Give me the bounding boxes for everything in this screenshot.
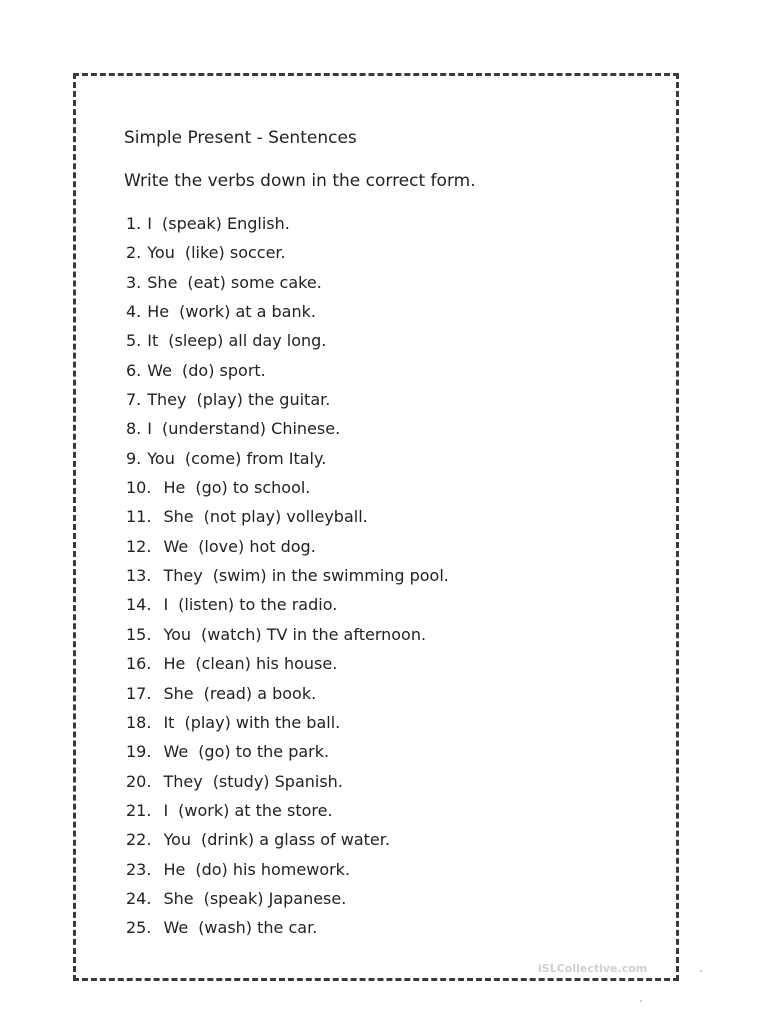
exercise-item — [126, 649, 449, 678]
item-verb: (swim) — [212, 566, 267, 586]
item-subject: They — [147, 390, 187, 410]
exercise-item — [126, 825, 449, 854]
exercise-item — [126, 913, 449, 942]
item-subject: I — [163, 595, 169, 615]
item-verb: (understand) — [161, 419, 267, 439]
item-rest: to school. — [232, 478, 311, 498]
item-number: 19. — [126, 742, 152, 762]
item-subject: You — [147, 448, 175, 468]
item-verb: (wash) — [198, 918, 253, 938]
item-subject: I — [147, 214, 152, 233]
exercise-item — [126, 209, 449, 238]
item-subject: She — [163, 507, 194, 527]
item-number: 12. — [126, 536, 152, 556]
item-number: 22. — [126, 830, 152, 850]
exercise-item — [126, 737, 449, 766]
item-verb: (come) — [184, 448, 242, 468]
item-subject: He — [163, 478, 186, 498]
item-verb: (not play) — [203, 507, 282, 527]
item-rest: a book. — [257, 683, 317, 703]
exercise-item — [126, 268, 449, 297]
exercise-item — [126, 356, 449, 385]
item-verb: (watch) — [201, 624, 262, 644]
item-rest: at a bank. — [235, 302, 316, 322]
item-subject: We — [163, 742, 189, 762]
item-verb: (play) — [196, 390, 243, 410]
item-rest: TV in the afternoon. — [266, 624, 427, 644]
scan-speck — [700, 970, 702, 972]
item-rest: English. — [226, 214, 290, 233]
exercise-item — [126, 444, 449, 473]
item-number: 2. — [126, 243, 142, 263]
item-rest: to the radio. — [239, 595, 338, 615]
item-number: 17. — [126, 683, 152, 703]
exercise-item — [126, 767, 449, 796]
item-number: 21. — [126, 800, 152, 820]
item-subject: I — [163, 800, 169, 820]
exercise-item — [126, 590, 449, 619]
item-subject: She — [147, 272, 178, 292]
item-subject: He — [163, 859, 186, 879]
item-rest: at the store. — [234, 800, 333, 820]
item-rest: with the ball. — [235, 712, 341, 732]
item-number: 11. — [126, 507, 152, 527]
item-number: 14. — [126, 595, 152, 615]
item-rest: a glass of water. — [259, 830, 390, 850]
item-verb: (speak) — [161, 214, 222, 233]
item-subject: He — [147, 302, 170, 322]
item-rest: Japanese. — [268, 888, 347, 908]
item-subject: You — [163, 830, 192, 850]
item-rest: in the swimming pool. — [271, 566, 449, 586]
item-number: 13. — [126, 566, 152, 586]
exercise-item — [126, 297, 449, 326]
item-subject: He — [163, 654, 186, 674]
item-rest: volleyball. — [286, 507, 368, 527]
worksheet-title: Simple Present - Sentences — [124, 128, 357, 148]
exercise-item — [126, 708, 449, 737]
item-number: 5. — [126, 331, 142, 351]
item-verb: (clean) — [195, 654, 251, 674]
exercise-item — [126, 620, 449, 649]
item-subject: She — [163, 683, 194, 703]
item-verb: (go) — [198, 742, 231, 762]
item-rest: the guitar. — [247, 390, 331, 410]
item-number: 9. — [126, 448, 142, 468]
item-number: 4. — [126, 302, 142, 322]
item-rest: his homework. — [232, 859, 351, 879]
item-rest: to the park. — [235, 742, 330, 762]
item-verb: (play) — [184, 712, 231, 732]
item-verb: (love) — [198, 536, 245, 556]
item-subject: We — [163, 536, 189, 556]
item-verb: (like) — [184, 243, 225, 263]
item-subject: I — [147, 419, 152, 439]
item-verb: (work) — [178, 800, 230, 820]
exercise-item — [126, 561, 449, 590]
exercise-item — [126, 326, 449, 355]
item-rest: some cake. — [230, 272, 322, 292]
item-verb: (do) — [182, 360, 215, 380]
item-subject: You — [163, 624, 192, 644]
item-rest: soccer. — [229, 243, 286, 263]
item-number: 16. — [126, 654, 152, 674]
item-number: 18. — [126, 712, 152, 732]
exercise-item — [126, 473, 449, 502]
item-number: 7. — [126, 390, 142, 410]
item-number: 8. — [126, 419, 142, 439]
scan-speck — [640, 1000, 642, 1002]
item-subject: It — [147, 331, 159, 351]
exercise-item — [126, 238, 449, 267]
exercise-list — [126, 209, 449, 943]
item-verb: (sleep) — [168, 331, 224, 351]
item-subject: They — [163, 771, 203, 791]
watermark-logo: iSLCollective.com — [538, 962, 648, 975]
item-number: 23. — [126, 859, 152, 879]
item-verb: (read) — [203, 683, 253, 703]
worksheet-instructions: Write the verbs down in the correct form. — [124, 171, 476, 191]
item-verb: (eat) — [187, 272, 226, 292]
exercise-item — [126, 884, 449, 913]
item-number: 3. — [126, 272, 142, 292]
exercise-item — [126, 855, 449, 884]
item-number: 1. — [126, 214, 142, 233]
item-subject: It — [163, 712, 175, 732]
item-verb: (go) — [195, 478, 228, 498]
item-number: 24. — [126, 888, 152, 908]
item-number: 15. — [126, 624, 152, 644]
exercise-item — [126, 502, 449, 531]
item-verb: (work) — [179, 302, 231, 322]
item-subject: They — [163, 566, 203, 586]
item-subject: You — [147, 243, 175, 263]
item-number: 25. — [126, 918, 152, 938]
item-number: 10. — [126, 478, 152, 498]
exercise-item — [126, 532, 449, 561]
item-rest: sport. — [219, 360, 266, 380]
item-verb: (speak) — [203, 888, 264, 908]
item-rest: Chinese. — [271, 419, 341, 439]
item-number: 20. — [126, 771, 152, 791]
item-rest: Spanish. — [274, 771, 343, 791]
exercise-item — [126, 679, 449, 708]
exercise-item — [126, 414, 449, 443]
item-subject: We — [147, 360, 172, 380]
item-verb: (do) — [195, 859, 228, 879]
item-rest: the car. — [257, 918, 318, 938]
item-number: 6. — [126, 360, 142, 380]
item-rest: from Italy. — [246, 448, 327, 468]
item-verb: (drink) — [201, 830, 255, 850]
item-verb: (study) — [212, 771, 270, 791]
exercise-item — [126, 796, 449, 825]
item-rest: his house. — [255, 654, 338, 674]
item-verb: (listen) — [178, 595, 235, 615]
item-rest: hot dog. — [249, 536, 316, 556]
exercise-item — [126, 385, 449, 414]
item-subject: She — [163, 888, 194, 908]
item-rest: all day long. — [228, 331, 327, 351]
item-subject: We — [163, 918, 189, 938]
